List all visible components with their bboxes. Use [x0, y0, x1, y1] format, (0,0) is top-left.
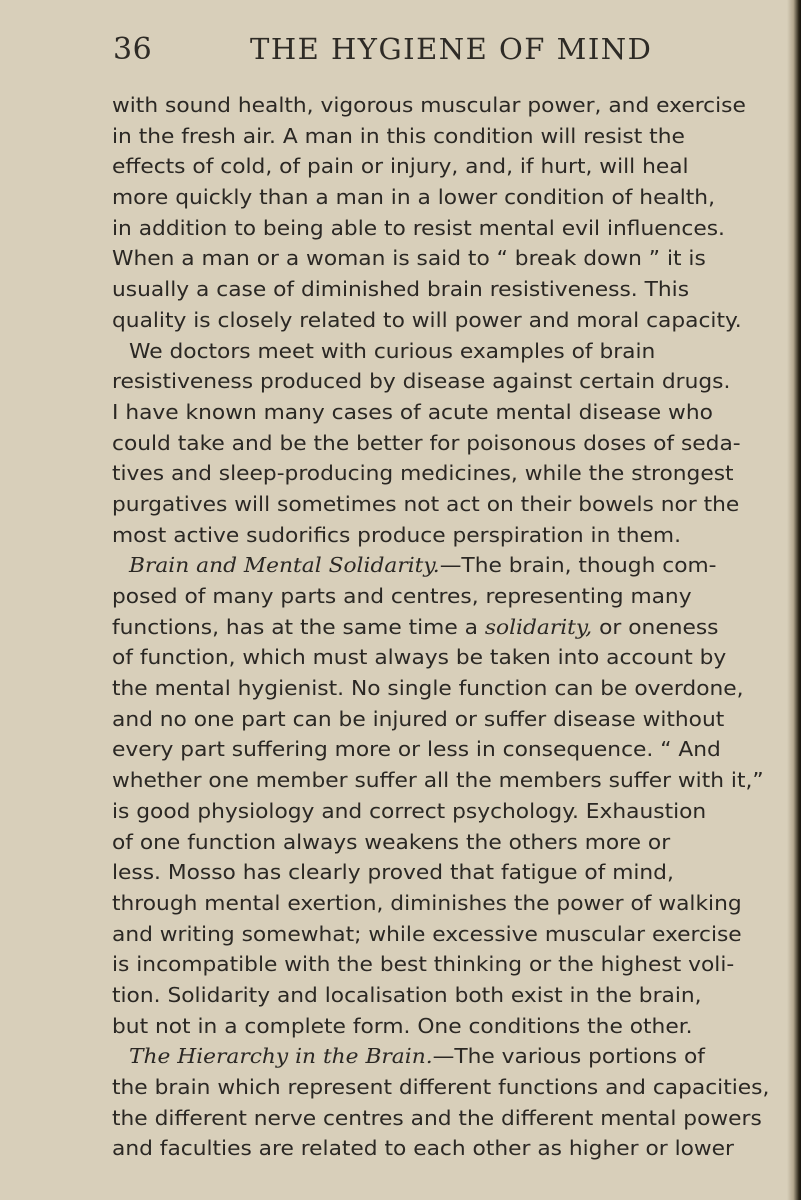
- text-line: [112, 520, 774, 551]
- text-line: [112, 182, 774, 213]
- italic-run: solidarity,: [484, 614, 593, 639]
- text-run: could take and be the better for poisonous doses of seda-: [112, 430, 741, 455]
- text-run: through mental exertion, diminishes the power of walking: [112, 890, 742, 915]
- text-line-content: [112, 305, 742, 336]
- text-line-content: [112, 520, 681, 551]
- text-line-content: [112, 642, 726, 673]
- text-line-content: [112, 612, 718, 643]
- text-line-content: [112, 213, 725, 244]
- text-run: more quickly than a man in a lower condition of health,: [112, 185, 715, 210]
- text-line: [112, 1072, 774, 1103]
- text-run: We doctors meet with curious examples of brain: [129, 338, 656, 363]
- text-line: [112, 919, 774, 950]
- running-title: THE HYGIENE OF MIND: [250, 32, 653, 66]
- text-line: [112, 1103, 774, 1134]
- text-line-content: [112, 151, 689, 182]
- text-run: most active sudorifics produce perspiration in them.: [112, 522, 682, 547]
- text-run: with sound health, vigorous muscular power, and exercise: [112, 93, 746, 117]
- text-line-content: [112, 274, 689, 305]
- text-line: [112, 90, 774, 121]
- text-line-content: [112, 397, 713, 428]
- text-line: [112, 336, 774, 367]
- text-run: usually a case of diminished brain resistiveness. This: [112, 277, 690, 302]
- text-line: [112, 305, 774, 336]
- text-line-content: [112, 949, 734, 980]
- text-line-content: [129, 1041, 705, 1072]
- page-edge-shadow: [787, 0, 801, 1200]
- text-run: I have known many cases of acute mental disease who: [112, 399, 713, 424]
- text-line: [112, 489, 774, 520]
- text-line: [112, 796, 774, 827]
- text-line: [112, 980, 774, 1011]
- text-run: the different nerve centres and the different mental powers: [112, 1105, 762, 1130]
- text-line-content: [112, 888, 742, 919]
- text-line: [112, 642, 774, 673]
- text-line: [112, 151, 774, 182]
- text-run: effects of cold, of pain or injury, and, if hurt, will heal: [112, 154, 689, 179]
- text-line-content: [129, 336, 655, 367]
- text-line: [112, 765, 774, 796]
- text-line-content: [112, 458, 734, 489]
- text-line-content: [112, 90, 746, 121]
- text-run: of function, which must always be taken into account by: [112, 645, 727, 670]
- text-run: and no one part can be injured or suffer disease without: [112, 706, 725, 731]
- text-line: [112, 888, 774, 919]
- text-line: [112, 734, 774, 765]
- page-number: 36: [113, 32, 153, 67]
- text-run: posed of many parts and centres, representing many: [112, 584, 692, 608]
- text-line: [112, 1011, 774, 1042]
- text-line-content: [112, 1072, 769, 1103]
- text-line-content: [112, 121, 685, 152]
- text-run: quality is closely related to will power and moral capacity.: [112, 307, 742, 332]
- text-line-content: [112, 980, 702, 1011]
- text-line-content: [112, 765, 764, 796]
- text-run: in addition to being able to resist mental evil influences.: [112, 215, 725, 240]
- text-line: [112, 1041, 774, 1072]
- text-line: [112, 243, 774, 274]
- text-run: purgatives will sometimes not act on their bowels nor the: [112, 491, 740, 516]
- text-line-content: [112, 734, 721, 765]
- text-line-content: [112, 673, 744, 704]
- text-line: [112, 274, 774, 305]
- text-run: is good physiology and correct psychology. Exhaustion: [112, 798, 707, 823]
- text-line: [112, 121, 774, 152]
- text-line: [112, 612, 774, 643]
- text-run: functions, has at the same time a: [112, 614, 485, 639]
- text-line: [112, 213, 774, 244]
- text-line-content: [112, 1011, 693, 1042]
- text-run: the brain which represent different functions and capacities,: [112, 1075, 770, 1099]
- text-run: less. Mosso has clearly proved that fatigue of mind,: [112, 860, 674, 885]
- text-line-content: [112, 489, 739, 520]
- text-run: whether one member suffer all the members suffer with it,”: [112, 768, 764, 793]
- text-run: tion. Solidarity and localisation both exist in the brain,: [112, 982, 702, 1007]
- text-line: [112, 827, 774, 858]
- text-line-content: [112, 182, 715, 213]
- text-line-content: [112, 919, 742, 950]
- text-line-content: [112, 243, 706, 274]
- text-run: and writing somewhat; while excessive muscular exercise: [112, 921, 742, 946]
- text-line: [112, 857, 774, 888]
- text-line: [112, 397, 774, 428]
- text-line: [112, 704, 774, 735]
- text-line: [112, 949, 774, 980]
- italic-run: The Hierarchy in the Brain.: [129, 1044, 433, 1069]
- text-run: in the fresh air. A man in this condition will resist the: [112, 123, 685, 148]
- text-line-content: [129, 550, 717, 581]
- text-run: When a man or a woman is said to “ break down ” it is: [112, 246, 706, 271]
- text-line-content: [112, 857, 674, 888]
- text-run: and faculties are related to each other as higher or lower: [112, 1136, 735, 1161]
- text-line: [112, 550, 774, 581]
- text-line-content: [112, 1103, 762, 1134]
- text-line-content: [112, 428, 741, 459]
- text-line-content: [112, 581, 692, 612]
- text-line: [112, 673, 774, 704]
- text-run: resistiveness produced by disease against certain drugs.: [112, 369, 731, 394]
- text-run: or oneness: [592, 614, 719, 639]
- text-line-content: [112, 366, 730, 397]
- text-line-content: [112, 796, 706, 827]
- text-run: but not in a complete form. One conditions the other.: [112, 1013, 693, 1038]
- text-line: [112, 366, 774, 397]
- text-run: —The brain, though com-: [439, 553, 717, 578]
- text-run: tives and sleep-producing medicines, while the strongest: [112, 461, 734, 486]
- text-line-content: [112, 704, 724, 735]
- text-line: [112, 458, 774, 489]
- text-line: [112, 581, 774, 612]
- italic-run: Brain and Mental Solidarity.: [129, 553, 440, 578]
- text-run: of one function always weakens the others more or: [112, 829, 671, 854]
- text-line-content: [112, 1133, 734, 1164]
- text-run: every part suffering more or less in consequence. “ And: [112, 737, 721, 762]
- text-run: the mental hygienist. No single function can be overdone,: [112, 676, 744, 701]
- body-text: [112, 90, 774, 1164]
- text-line: [112, 428, 774, 459]
- text-run: is incompatible with the best thinking or the highest voli-: [112, 952, 735, 977]
- page-header: [0, 30, 801, 80]
- text-line-content: [112, 827, 670, 858]
- text-line: [112, 1133, 774, 1164]
- text-run: —The various portions of: [432, 1044, 705, 1069]
